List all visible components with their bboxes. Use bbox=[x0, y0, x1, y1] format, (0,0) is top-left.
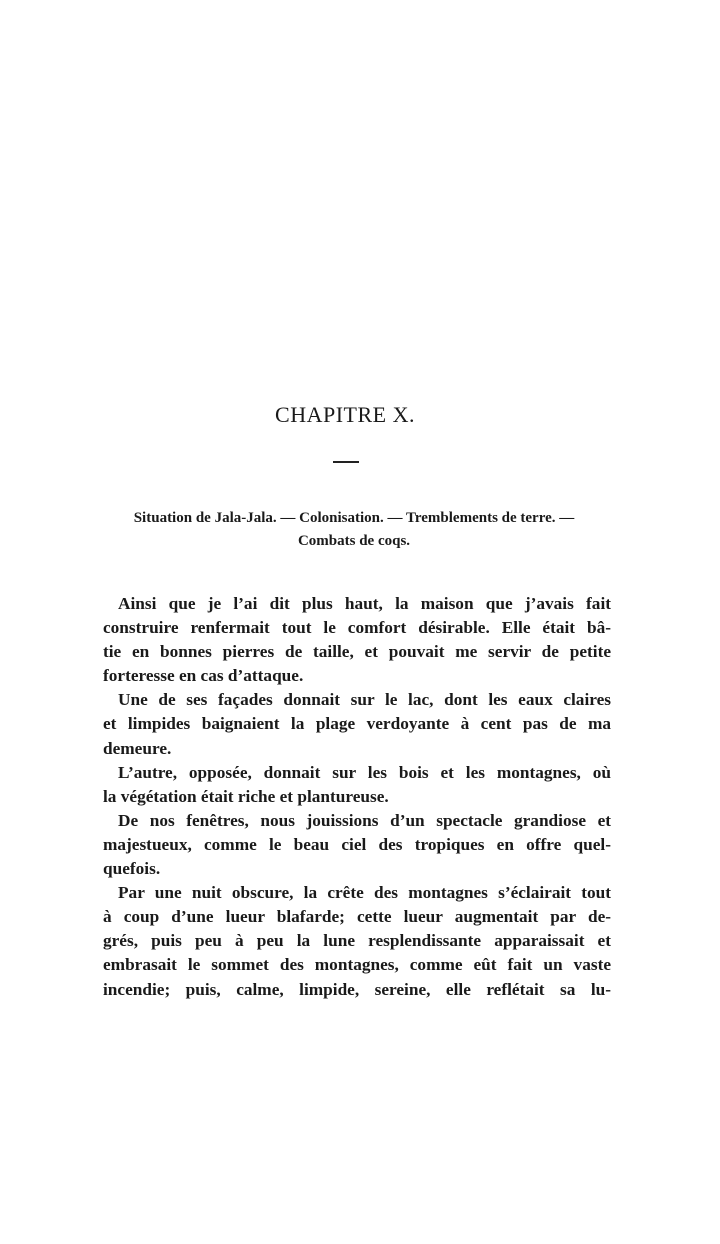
text-line: tie en bonnes pierres de taille, et pouvait me servir de petite bbox=[103, 642, 611, 662]
text-line: Ainsi que je l’ai dit plus haut, la maison que j’avais fait bbox=[118, 594, 611, 613]
text-line: Par une nuit obscure, la crête des montagnes s’éclairait tout bbox=[118, 883, 611, 903]
chapter-summary-line: Situation de Jala-Jala. — Colonisation. — Tremblements de terre. — bbox=[133, 510, 575, 526]
text-line: et limpides baignaient la plage verdoyante à cent pas de ma bbox=[103, 714, 611, 734]
title-rule bbox=[333, 461, 359, 463]
text-line: Une de ses façades donnait sur le lac, dont les eaux claires bbox=[118, 690, 611, 710]
text-line: construire renfermait tout le comfort désirable. Elle était bâ- bbox=[103, 618, 611, 638]
text-line: grés, puis peu à peu la lune resplendissante apparaissait et bbox=[103, 931, 611, 951]
text-line: quefois. bbox=[103, 859, 161, 879]
text-line: embrasait le sommet des montagnes, comme eût fait un vaste bbox=[103, 955, 611, 975]
text-line: à coup d’une lueur blafarde; cette lueur augmentait par de- bbox=[103, 907, 611, 927]
text-line: majestueux, comme le beau ciel des tropiques en offre quel- bbox=[103, 834, 611, 854]
text-line: la végétation était riche et plantureuse. bbox=[103, 786, 389, 806]
text-line: incendie; puis, calme, limpide, sereine, elle reflétait sa lu- bbox=[103, 979, 611, 999]
text-line: L’autre, opposée, donnait sur les bois et les montagnes, où bbox=[118, 762, 611, 782]
chapter-summary-line: Combats de coqs. bbox=[297, 533, 411, 549]
chapter-title: CHAPITRE X. bbox=[275, 402, 415, 427]
text-line: forteresse en cas d’attaque. bbox=[103, 666, 304, 686]
body-text bbox=[103, 592, 611, 1002]
text-line: De nos fenêtres, nous jouissions d’un spectacle grandiose et bbox=[118, 810, 611, 830]
text-line: demeure. bbox=[103, 738, 172, 758]
